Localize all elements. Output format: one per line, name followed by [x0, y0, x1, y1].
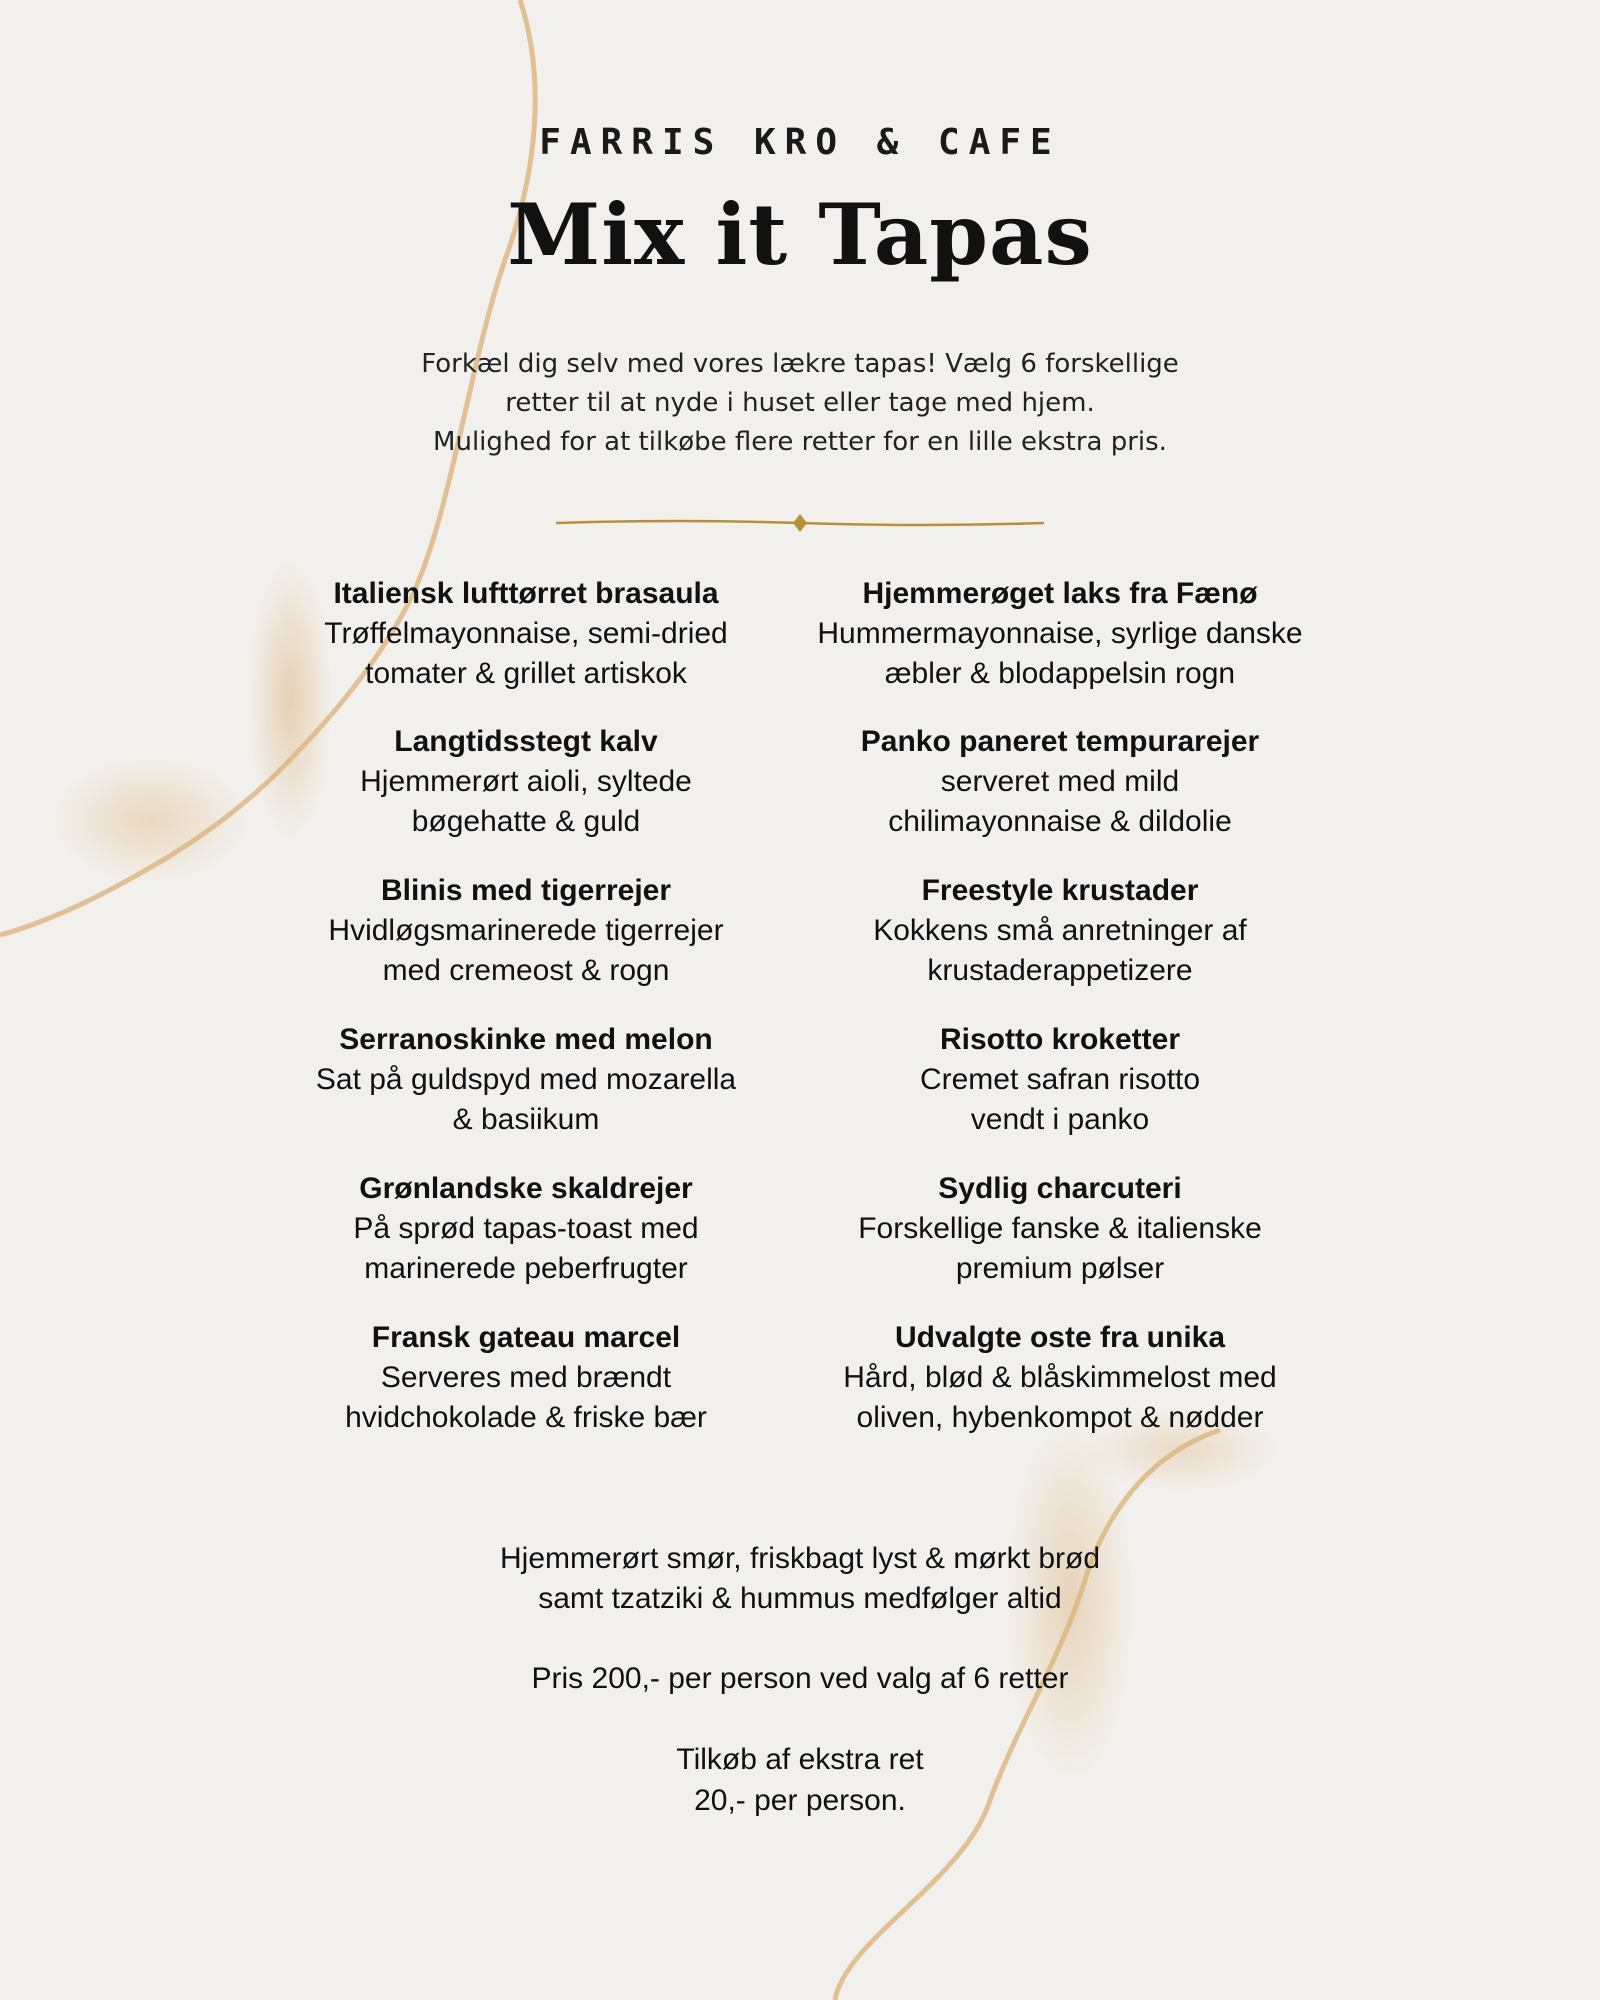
extra-dish-title: Tilkøb af ekstra ret — [676, 1743, 924, 1776]
dish-description: med cremeost & rogn — [382, 954, 670, 987]
dish-description: chilimayonnaise & dildolie — [888, 805, 1232, 838]
dish-description: tomater & grillet artiskok — [365, 657, 687, 690]
included-line: Hjemmerørt smør, friskbagt lyst & mørkt brød — [499, 1542, 1101, 1575]
dish-description: Hård, blød & blåskimmelost med — [843, 1361, 1277, 1394]
menu-item — [266, 871, 786, 991]
dish-name: Italiensk lufttørret brasaula — [333, 577, 719, 610]
dish-name: Serranoskinke med melon — [339, 1023, 713, 1056]
menu-item — [800, 871, 1320, 991]
intro-line: retter til at nyde i huset eller tage med hjem. — [505, 388, 1095, 418]
dish-name: Risotto kroketter — [939, 1023, 1181, 1056]
dish-name: Fransk gateau marcel — [371, 1321, 681, 1354]
dish-description: æbler & blodappelsin rogn — [884, 657, 1236, 690]
dish-description: Hummermayonnaise, syrlige danske — [817, 617, 1303, 650]
menu-item — [266, 574, 786, 694]
dish-description: Trøffelmayonnaise, semi-dried — [324, 617, 728, 650]
ornament-divider — [556, 512, 1044, 534]
menu-item — [266, 722, 786, 842]
dish-name: Langtidsstegt kalv — [394, 725, 658, 758]
menu-item — [800, 1169, 1320, 1289]
dish-description: krustaderappetizere — [927, 954, 1193, 987]
dish-description: Cremet safran risotto — [919, 1063, 1201, 1096]
menu-item — [266, 1020, 786, 1140]
price-line: Pris 200,- per person ved valg af 6 retter — [531, 1662, 1069, 1695]
dish-description: vendt i panko — [970, 1103, 1150, 1136]
menu-item — [800, 722, 1320, 842]
restaurant-name: FARRIS KRO & CAFE — [539, 122, 1061, 163]
dish-description: marinerede peberfrugter — [364, 1252, 688, 1285]
dish-description: Hjemmerørt aioli, syltede — [360, 765, 692, 798]
dish-description: Forskellige fanske & italienske — [858, 1212, 1262, 1245]
intro-text — [300, 345, 1300, 462]
dish-description: oliven, hybenkompot & nødder — [856, 1401, 1264, 1434]
extra-dish-price: 20,- per person. — [694, 1784, 906, 1817]
intro-line: Mulighed for at tilkøbe flere retter for en lille ekstra pris. — [433, 427, 1167, 457]
dish-name: Freestyle krustader — [921, 874, 1199, 907]
intro-line: Forkæl dig selv med vores lækre tapas! Vælg 6 forskellige — [421, 349, 1179, 379]
included-line: samt tzatziki & hummus medfølger altid — [538, 1582, 1062, 1615]
dish-description: Hvidløgsmarinerede tigerrejer — [328, 914, 724, 947]
menu-item — [800, 1318, 1320, 1438]
dish-description: & basiikum — [452, 1103, 600, 1136]
menu-title: Mix it Tapas — [507, 185, 1093, 284]
dish-name: Panko paneret tempurarejer — [860, 725, 1260, 758]
dish-name: Blinis med tigerrejer — [380, 874, 672, 907]
dish-description: Sat på guldspyd med mozarella — [315, 1063, 737, 1096]
menu-item — [266, 1318, 786, 1438]
menu-item — [266, 1169, 786, 1289]
dish-description: På sprød tapas-toast med — [353, 1212, 699, 1245]
dish-name: Grønlandske skaldrejer — [359, 1172, 693, 1205]
dish-description: serveret med mild — [940, 765, 1180, 798]
dish-name: Udvalgte oste fra unika — [894, 1321, 1226, 1354]
dish-description: bøgehatte & guld — [411, 805, 641, 838]
dish-description: hvidchokolade & friske bær — [345, 1401, 707, 1434]
dish-description: Serveres med brændt — [380, 1361, 672, 1394]
dish-description: premium pølser — [955, 1252, 1165, 1285]
dish-name: Sydlig charcuteri — [938, 1172, 1182, 1205]
dish-name: Hjemmerøget laks fra Fænø — [862, 577, 1258, 610]
menu-item — [800, 574, 1320, 694]
dish-description: Kokkens små anretninger af — [873, 914, 1247, 947]
menu-item — [800, 1020, 1320, 1140]
included-note — [300, 1539, 1300, 1619]
